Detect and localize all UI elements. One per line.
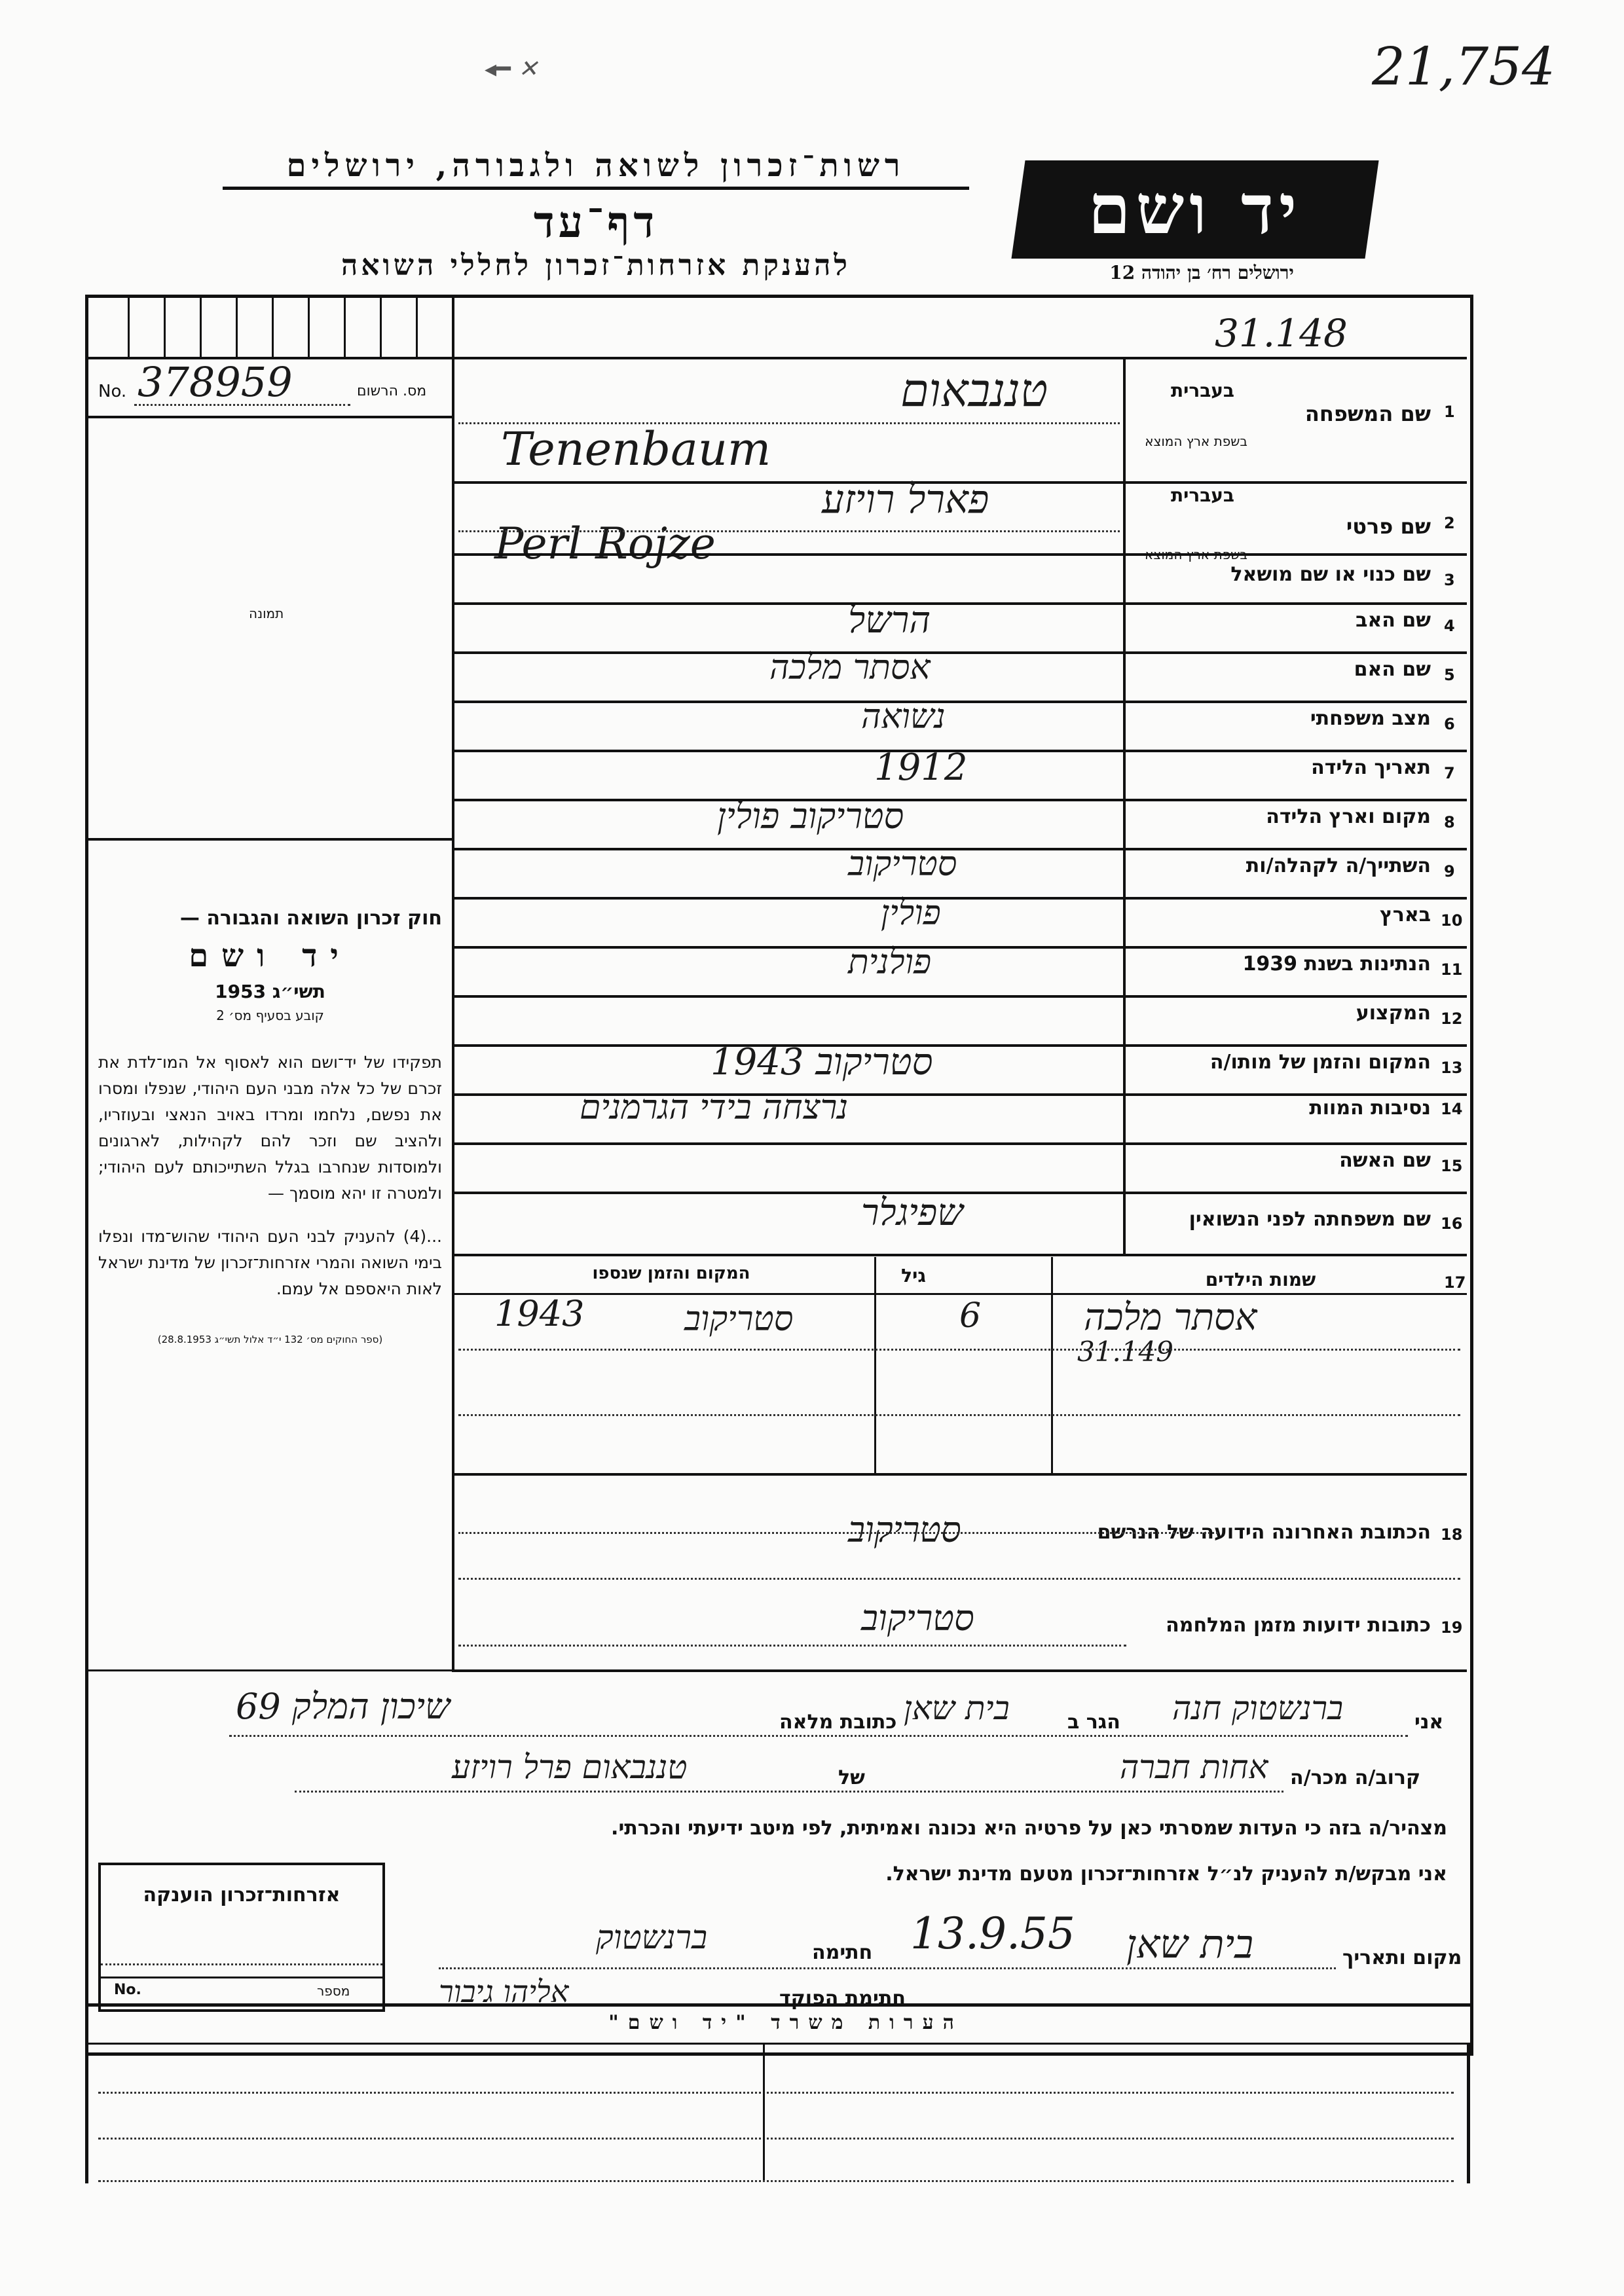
field-marital-status: 6 מצב משפחתי נשואה	[861, 697, 1455, 737]
field-occupation: 12 המקצוע	[1356, 1002, 1463, 1028]
registration-row	[98, 358, 445, 406]
sub-label-hebrew: בעברית	[1170, 380, 1234, 401]
field-label: שם פרטי	[1346, 514, 1431, 539]
authority-name: רשות־זכרון לשואה ולגבורה, ירושלים	[223, 147, 969, 190]
law-citation: (ספר החוקים מס׳ 132 י״ד אלול תשי״ג 28.8.1953)	[157, 1334, 383, 1345]
stray-mark: ◂━ ✕	[485, 56, 538, 82]
children-age-header: גיל	[901, 1265, 926, 1286]
field-death-circumstances: 14 נסיבות המוות נרצחה בידי הגרמנים	[580, 1088, 1463, 1127]
form-title: דף־עד	[533, 196, 659, 247]
citizenship-box-title: אזרחות־זכרון הוענקה	[143, 1884, 341, 1906]
sub-label-hebrew: בעברית	[1170, 484, 1234, 506]
sub-label-origin: בשפת ארץ המוצא	[1145, 547, 1247, 562]
yad-vashem-logo	[1011, 160, 1378, 259]
first-name-hebrew: פארל רויזע	[822, 477, 989, 522]
left-column-divider	[452, 298, 454, 1669]
declaration: אני ברנשטוק חנה הגר ב בית שאן כתובת מלאה שיכון המלק 69 קרוב/ה מכר/ה אחות חברה של טננבאום פרל רויזע מצהיר/ה בזה כי העדות שמסרתי כאן על פרטיה היא נכונה ואמיתית, לפי מיטב ידיעתי והכרתי. אני מבקש/ת להעניק לנ״ל אזרחות־זכרון מטעם מדינת ישראל. מקום ותאריך בית שאן 13.9.55 חתימה ברנשטוק חתימת הפוקד אליהו גיבור	[98, 1686, 1460, 2039]
law-paragraph-1: תפקידו של יד־ושם הוא לאסוף אל המו־לדת את זכרם של כל אלה מבני העם היהודי, שנפלו ומסרו את נפשם, נלחמו ומרדו באויב הנאצי ובעוזריו, ולהציב שם וזכר להם לקהילות, לארגונים ולמוסדות שנחרבו בגלל השתייכותם לעם היהודי; ולמטרה זו יהא מוסמך —	[98, 1053, 442, 1203]
sub-label-origin: בשפת ארץ המוצא	[1145, 433, 1247, 449]
law-year-line	[98, 981, 442, 1002]
law-block	[98, 907, 442, 1345]
record-number: 31.148	[1215, 311, 1348, 355]
field-nickname: 3 שם כנוי או שם מושאל	[1230, 563, 1455, 589]
field-number: 1	[1444, 403, 1455, 421]
citizenship-granted-box	[98, 1863, 385, 2012]
registration-label: מס. הרשום	[357, 383, 427, 399]
declaration-statement: מצהיר/ה בזה כי העדות שמסרתי כאן על פרטיה היא נכונה ואמיתית, לפי מיטב ידיעתי והכרתי.	[611, 1817, 1447, 1840]
field-label: שם המשפחה	[1304, 401, 1431, 426]
citizenship-number-label: מספר	[317, 1983, 350, 1999]
field-number: 2	[1444, 514, 1455, 532]
declarant-city: בית שאן	[904, 1689, 1010, 1727]
children-place-header: המקום והזמן שנספו	[592, 1264, 750, 1283]
field-list	[455, 556, 1464, 1254]
officer-signature: אליהו גיבור	[439, 1974, 569, 2009]
first-name-latin: Perl Rojze	[494, 519, 716, 569]
field-wife-name: 15 שם האשה	[1339, 1149, 1463, 1175]
child-name: אסתר מלכה	[1084, 1296, 1257, 1339]
form-subtitle: להענקת אזרחות־זכרון לחללי השואה	[341, 249, 851, 282]
law-name: יד ושם	[189, 938, 352, 974]
field-maiden-name: 16 שם משפחתה לפני הנשואין שפיגלר	[861, 1192, 1463, 1234]
field-birth-date: 7 תאריך הלידה 1912	[874, 746, 1455, 789]
law-paragraph-2: ...(4) להעניק לבני העם היהודי שהוש־מדו ונפלו בימי השואה והמרי אזרחות־זכרון של מדינת ישראל לאות היאספם אל עמם.	[98, 1227, 442, 1298]
field-birth-place: 8 מקום וארץ הלידה סטריקוב פולין	[717, 795, 1455, 837]
registration-number: 378959	[138, 358, 293, 406]
child-year: 1943	[494, 1293, 585, 1334]
declarant-name: ברנשטוק חנה	[1172, 1689, 1344, 1727]
law-section: קובע בסעיף מס׳ 2	[216, 1008, 324, 1023]
photo-label: תמונה	[249, 606, 284, 621]
children-names-header: שמות הילדים	[1205, 1269, 1316, 1290]
logo-text: יד ושם	[1088, 169, 1302, 249]
declarant-address: שיכון המלק 69	[236, 1686, 451, 1727]
relation-of-name: טננבאום פרל רויזע	[452, 1748, 688, 1786]
address-line: ירושלים רח׳ בן יהודה 12	[1109, 262, 1294, 283]
field-father-name: 4 שם האב הרשל	[848, 599, 1455, 642]
child-row	[455, 1293, 1464, 1375]
field-last-address: 18 הכתובת האחרונה הידועה של הנרשם סטריקוב	[848, 1509, 1463, 1550]
surname-hebrew: טננבאום	[900, 363, 1048, 417]
field-citizenship-1939: 11 הנתינות בשנת 1939 פולנית	[848, 943, 1463, 982]
law-title: חוק זכרון השואה והגבורה —	[179, 907, 442, 930]
field-death-place-time: 13 המקום והזמן של מותו/ה סטריקוב 1943	[710, 1041, 1463, 1084]
law-year-heb: תשי״ג	[272, 981, 325, 1002]
declaration-date: 13.9.55	[910, 1908, 1075, 1959]
child-age: 6	[959, 1296, 982, 1336]
office-notes-title: הערות משרד "יד ושם"	[608, 2011, 963, 2034]
child-note: 31.149	[1077, 1336, 1173, 1368]
children-section: 17 שמות הילדים גיל המקום והזמן שנספו אסתר מלכה 31.149 6 סטריקוב 1943	[455, 1257, 1464, 1473]
field-mother-name: 5 שם האם אסתר מלכה	[769, 648, 1455, 687]
registration-no-label: No.	[98, 382, 127, 401]
surname-latin: Tenenbaum	[501, 422, 771, 476]
citizenship-no-label: No.	[114, 1982, 141, 1998]
declaration-request: אני מבקש/ת להעניק לנ״ל אזרחות־זכרון מטעם מדינת ישראל.	[885, 1863, 1447, 1886]
archive-number: 21,754	[1372, 36, 1555, 97]
declaration-place: בית שאן	[1126, 1922, 1254, 1967]
field-country: 10 בארץ פולין	[881, 894, 1463, 933]
field-wartime-addresses: 19 כתובות ידועות מזמן המלחמה סטריקוב	[861, 1597, 1463, 1639]
declarant-signature: ברנשטוק	[596, 1918, 708, 1956]
field-community: 9 השתייך/ה לקהלה/ות סטריקוב	[848, 845, 1455, 884]
law-year: 1953	[215, 981, 267, 1002]
relation: אחות חברה	[1120, 1748, 1268, 1786]
child-place: סטריקוב	[684, 1300, 794, 1339]
